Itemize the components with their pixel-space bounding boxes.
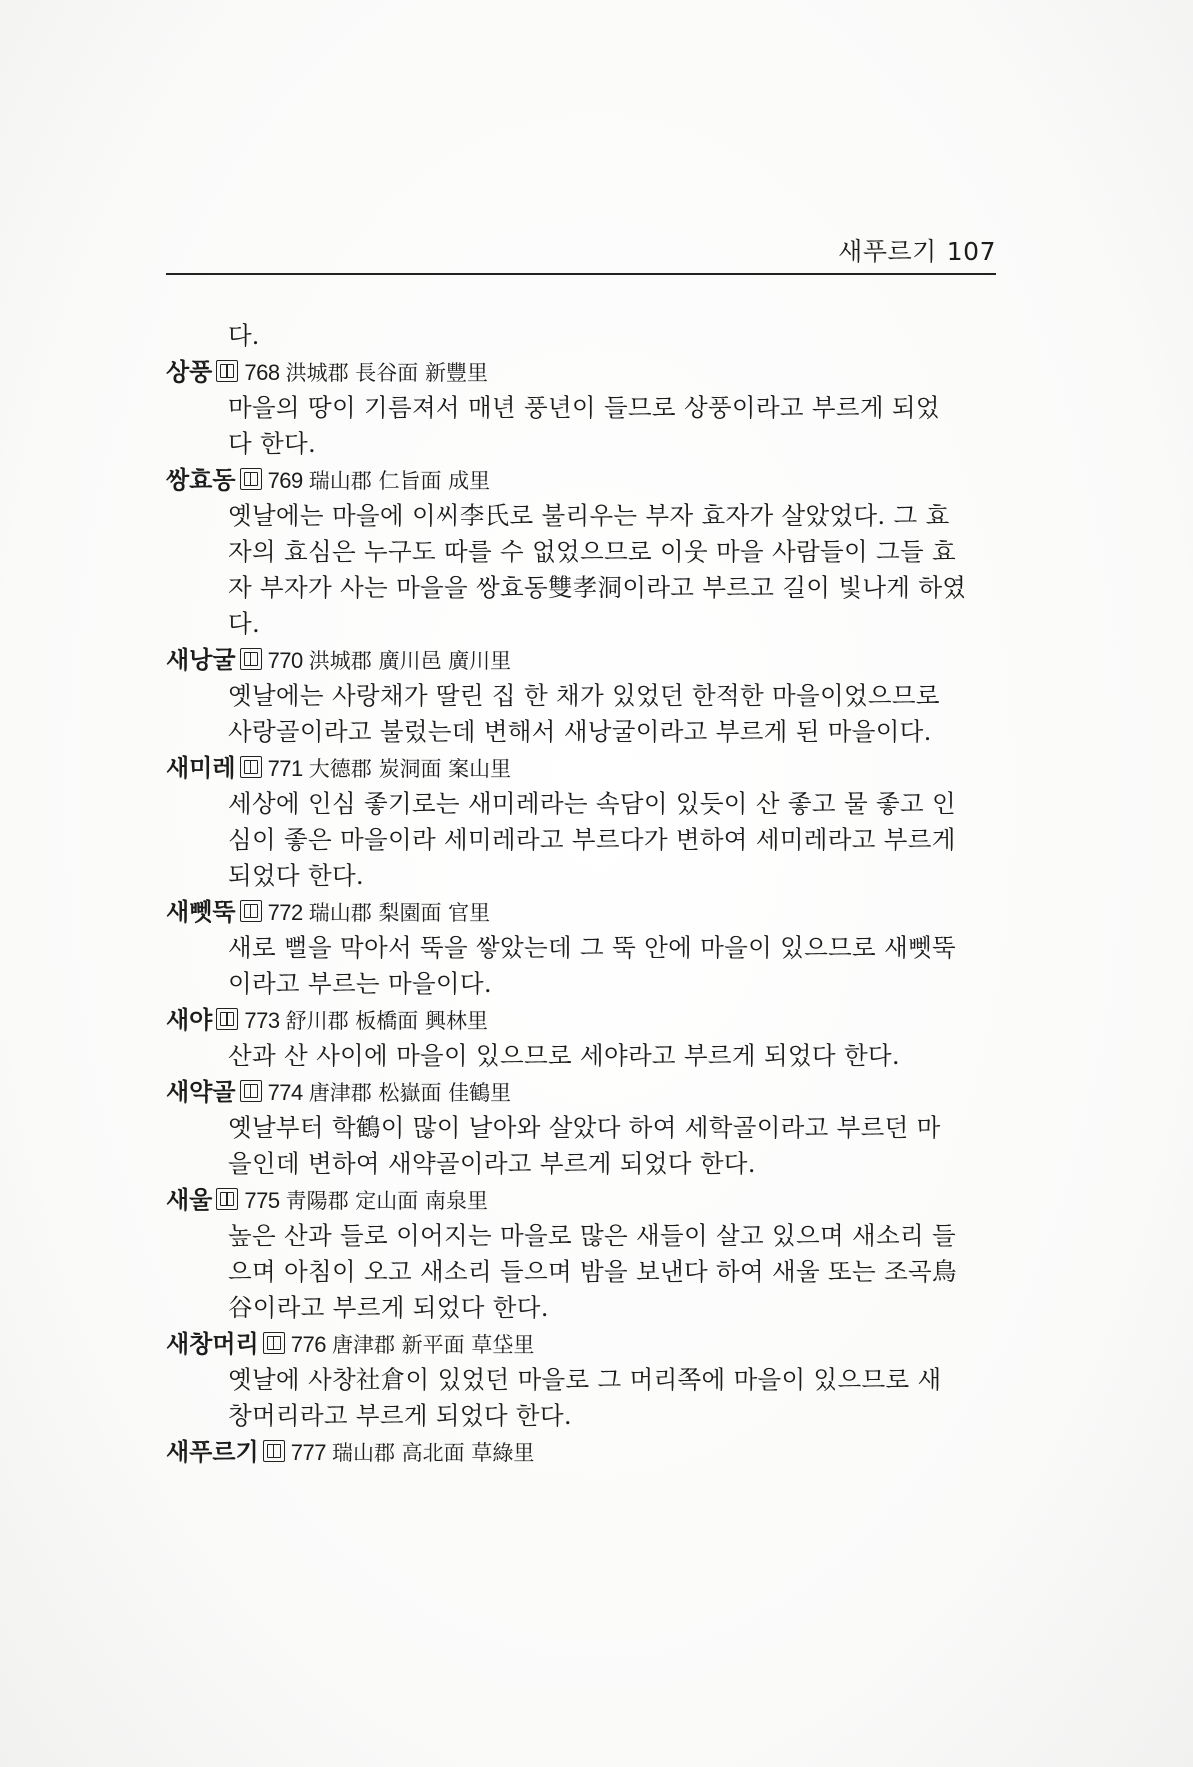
entry-number: 776 xyxy=(290,1332,326,1357)
entry-number: 770 xyxy=(267,648,303,673)
entry-address: 唐津郡 松嶽面 佳鶴里 xyxy=(308,1081,512,1105)
entry-address: 靑陽郡 定山面 南泉里 xyxy=(285,1189,488,1213)
description-line: 옛날에 사창社倉이 있었던 마을로 그 머리쪽에 마을이 있으므로 새 xyxy=(228,1365,942,1394)
entry-description xyxy=(166,1218,998,1326)
description-line: 창머리라고 부르게 되었다 한다. xyxy=(228,1401,572,1430)
description-line: 을인데 변하여 새약골이라고 부르게 되었다 한다. xyxy=(228,1149,756,1178)
entry-address: 舒川郡 板橋面 興林里 xyxy=(285,1009,488,1033)
entry-address: 唐津郡 新平面 草垈里 xyxy=(331,1333,535,1357)
entry-headword-line xyxy=(166,1326,998,1362)
header-rule xyxy=(166,273,996,275)
field-marker-icon xyxy=(240,900,262,922)
description-line: 자의 효심은 누구도 따를 수 없었으므로 이웃 마을 사람들이 그들 효 xyxy=(228,537,956,566)
entry-number: 772 xyxy=(267,900,303,925)
entry-776 xyxy=(166,1326,998,1434)
entry-number: 774 xyxy=(267,1080,303,1105)
field-marker-icon xyxy=(216,360,238,382)
field-marker-icon xyxy=(240,1080,262,1102)
entry-headword-line xyxy=(166,354,998,390)
description-line: 세상에 인심 좋기로는 새미레라는 속담이 있듯이 산 좋고 물 좋고 인 xyxy=(228,789,956,818)
description-line: 谷이라고 부르게 되었다 한다. xyxy=(228,1293,549,1322)
entry-description xyxy=(166,786,998,894)
entry-headword: 새울 xyxy=(166,1186,213,1214)
entry-headword: 새미레 xyxy=(166,754,236,782)
description-line: 높은 산과 들로 이어지는 마을로 많은 새들이 살고 있으며 새소리 들 xyxy=(228,1221,956,1250)
entry-773 xyxy=(166,1002,998,1074)
field-marker-icon xyxy=(240,756,262,778)
entry-number: 777 xyxy=(290,1440,326,1465)
entry-headword-line xyxy=(166,642,998,678)
description-line: 옛날에는 마을에 이씨李氏로 불리우는 부자 효자가 살았었다. 그 효 xyxy=(228,501,950,530)
description-line: 산과 산 사이에 마을이 있으므로 세야라고 부르게 되었다 한다. xyxy=(228,1041,900,1070)
entry-description xyxy=(166,1362,998,1434)
entry-769 xyxy=(166,462,998,642)
entry-headword-line xyxy=(166,1434,998,1470)
entry-headword-line xyxy=(166,750,998,786)
description-line: 옛날부터 학鶴이 많이 날아와 살았다 하여 세학골이라고 부르던 마 xyxy=(228,1113,941,1142)
entry-headword-line xyxy=(166,1002,998,1038)
entry-774 xyxy=(166,1074,998,1182)
description-line: 되었다 한다. xyxy=(228,861,365,890)
field-marker-icon xyxy=(240,468,262,490)
field-marker-icon xyxy=(216,1188,238,1210)
entry-headword-line xyxy=(166,894,998,930)
description-line: 사랑골이라고 불렀는데 변해서 새낭굴이라고 부르게 된 마을이다. xyxy=(228,717,932,746)
field-marker-icon xyxy=(263,1332,285,1354)
entry-768 xyxy=(166,354,998,462)
entry-headword: 새뻿뚝 xyxy=(166,898,236,926)
entry-address: 大德郡 炭洞面 案山里 xyxy=(308,757,512,781)
entry-headword: 상풍 xyxy=(166,358,213,386)
entry-number: 775 xyxy=(244,1188,280,1213)
entry-headword: 새약골 xyxy=(166,1078,236,1106)
entry-number: 773 xyxy=(244,1008,280,1033)
entry-777 xyxy=(166,1434,998,1470)
entry-headword-line xyxy=(166,1182,998,1218)
continued-text: 다. xyxy=(228,321,260,350)
dictionary-entries xyxy=(166,318,998,1470)
entry-address: 洪城郡 廣川邑 廣川里 xyxy=(308,649,512,673)
description-line: 다 한다. xyxy=(228,429,317,458)
entry-address: 瑞山郡 梨園面 官里 xyxy=(308,901,491,925)
entry-770 xyxy=(166,642,998,750)
entry-headword: 새낭굴 xyxy=(166,646,236,674)
entry-description xyxy=(166,390,998,462)
description-line: 이라고 부르는 마을이다. xyxy=(228,969,492,998)
running-header xyxy=(166,232,996,268)
entry-headword: 새푸르기 xyxy=(166,1438,259,1466)
description-line: 옛날에는 사랑채가 딸린 집 한 채가 있었던 한적한 마을이었으므로 xyxy=(228,681,940,710)
entry-description xyxy=(166,1038,998,1074)
field-marker-icon xyxy=(216,1008,238,1030)
entry-headword: 새야 xyxy=(166,1006,213,1034)
entry-address: 瑞山郡 高北面 草綠里 xyxy=(331,1441,535,1465)
entry-775 xyxy=(166,1182,998,1326)
header-title: 새푸르기 xyxy=(838,237,937,266)
page-number: 107 xyxy=(946,237,996,266)
entry-description xyxy=(166,678,998,750)
description-line: 다. xyxy=(228,609,261,638)
entry-address: 瑞山郡 仁旨面 成里 xyxy=(308,469,491,493)
entry-771 xyxy=(166,750,998,894)
field-marker-icon xyxy=(240,648,262,670)
description-line: 마을의 땅이 기름져서 매년 풍년이 들므로 상풍이라고 부르게 되었 xyxy=(228,393,940,422)
entry-description xyxy=(166,498,998,642)
entry-headword: 새창머리 xyxy=(166,1330,259,1358)
entry-772 xyxy=(166,894,998,1002)
entry-address: 洪城郡 長谷面 新豐里 xyxy=(285,361,488,385)
field-marker-icon xyxy=(263,1440,285,1462)
entry-headword-line xyxy=(166,462,998,498)
description-line: 새로 뻘을 막아서 뚝을 쌓았는데 그 뚝 안에 마을이 있으므로 새뻿뚝 xyxy=(228,933,956,962)
entry-description xyxy=(166,930,998,1002)
entry-headword: 쌍효동 xyxy=(166,466,236,494)
entry-number: 768 xyxy=(244,360,280,385)
entry-number: 769 xyxy=(267,468,303,493)
description-line: 자 부자가 사는 마을을 쌍효동雙孝洞이라고 부르고 길이 빛나게 하였 xyxy=(228,573,967,602)
description-line: 으며 아침이 오고 새소리 들으며 밤을 보낸다 하여 새울 또는 조곡鳥 xyxy=(228,1257,957,1286)
entry-description xyxy=(166,1110,998,1182)
description-line: 심이 좋은 마을이라 세미레라고 부르다가 변하여 세미레라고 부르게 xyxy=(228,825,956,854)
entry-headword-line xyxy=(166,1074,998,1110)
entry-number: 771 xyxy=(267,756,303,781)
